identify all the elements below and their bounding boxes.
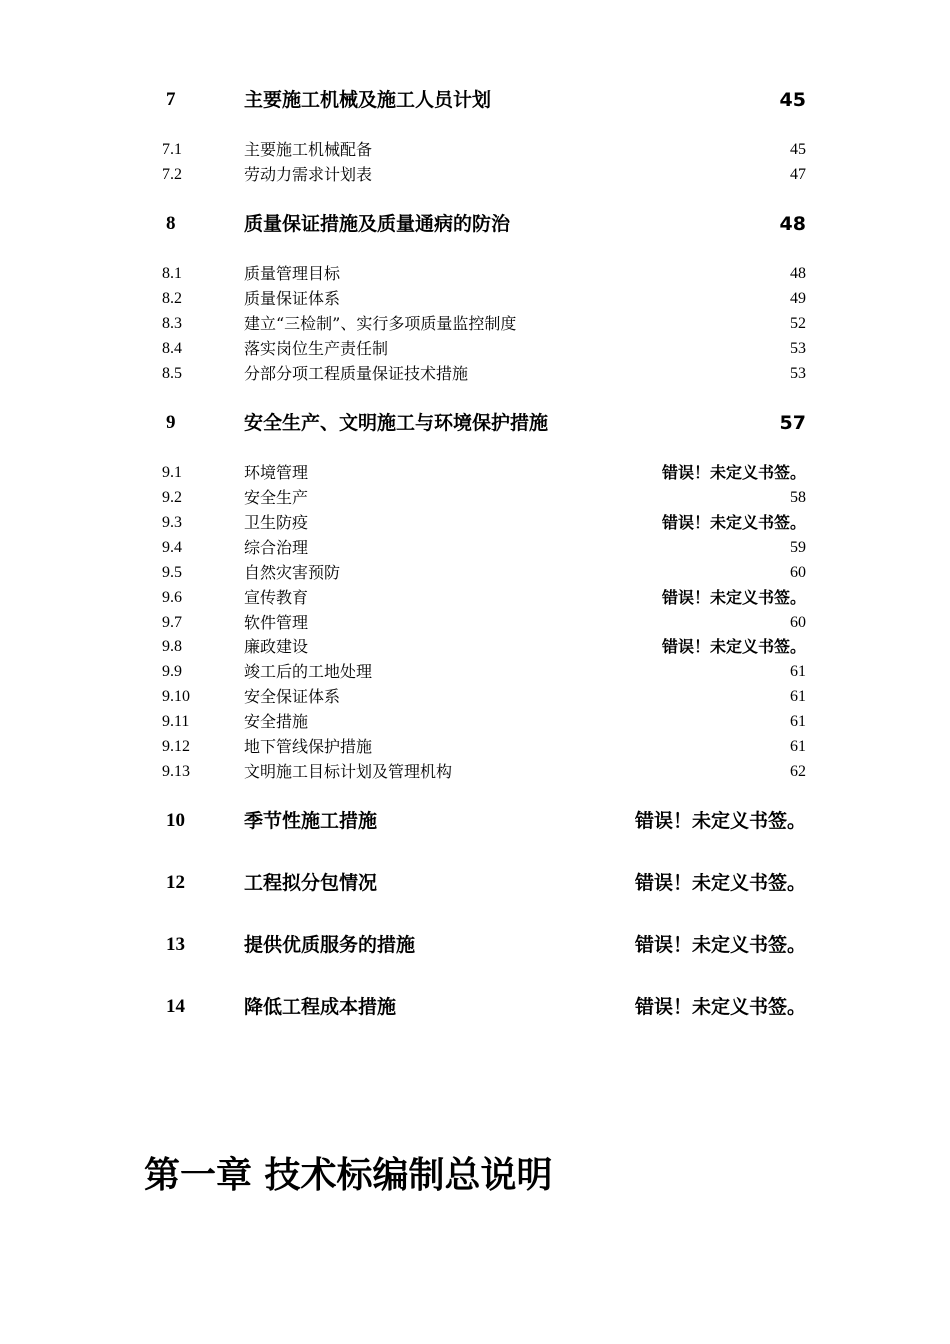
toc-entry-page-number: 62	[790, 763, 806, 780]
toc-entry-number: 9.12	[162, 738, 190, 755]
toc-chapter-entry[interactable]	[0, 932, 950, 958]
toc-entry-title: 质量管理目标	[244, 264, 341, 283]
toc-entry-bookmark-error: 错误！未定义书签。	[634, 934, 806, 956]
toc-entry-title: 安全生产、文明施工与环境保护措施	[244, 412, 549, 434]
toc-section-entry[interactable]	[0, 634, 950, 660]
toc-section-entry[interactable]	[0, 361, 950, 387]
toc-section-entry[interactable]	[0, 759, 950, 785]
toc-entry-number: 8.3	[162, 315, 182, 332]
toc-entry-number: 9	[166, 412, 176, 433]
toc-entry-number: 9.5	[162, 564, 182, 581]
toc-entry-page-number: 60	[790, 614, 806, 631]
toc-chapter-entry[interactable]	[0, 808, 950, 834]
toc-entry-bookmark-error: 错误！未定义书签。	[634, 810, 806, 832]
toc-entry-title: 主要施工机械及施工人员计划	[244, 89, 492, 111]
toc-section-entry[interactable]	[0, 336, 950, 362]
toc-entry-number: 9.9	[162, 663, 182, 680]
toc-entry-title: 地下管线保护措施	[244, 737, 373, 756]
toc-entry-page-number: 58	[790, 489, 806, 506]
toc-entry-number: 9.6	[162, 589, 182, 606]
toc-entry-title: 劳动力需求计划表	[244, 165, 373, 184]
toc-chapter-entry[interactable]	[0, 870, 950, 896]
toc-entry-page-number: 53	[790, 365, 806, 382]
toc-chapter-entry[interactable]	[0, 994, 950, 1020]
toc-entry-title: 提供优质服务的措施	[244, 934, 416, 956]
toc-section-entry[interactable]	[0, 684, 950, 710]
toc-entry-title: 环境管理	[244, 463, 309, 482]
toc-section-entry[interactable]	[0, 560, 950, 586]
toc-entry-number: 14	[166, 996, 185, 1017]
toc-entry-title: 落实岗位生产责任制	[244, 339, 389, 358]
toc-chapter-entry[interactable]	[0, 410, 950, 436]
toc-entry-page-number: 60	[790, 564, 806, 581]
toc-section-entry[interactable]	[0, 585, 950, 611]
toc-entry-bookmark-error: 错误！未定义书签。	[661, 637, 806, 656]
toc-entry-page-number: 47	[790, 166, 806, 183]
toc-entry-bookmark-error: 错误！未定义书签。	[661, 588, 806, 607]
toc-entry-title: 自然灾害预防	[244, 563, 341, 582]
toc-entry-page-number: 48	[779, 213, 806, 235]
toc-entry-number: 12	[166, 872, 185, 893]
toc-section-entry[interactable]	[0, 610, 950, 636]
toc-section-entry[interactable]	[0, 510, 950, 536]
toc-entry-number: 8.5	[162, 365, 182, 382]
toc-section-entry[interactable]	[0, 162, 950, 188]
toc-chapter-entry[interactable]	[0, 211, 950, 237]
toc-entry-page-number: 57	[779, 412, 806, 434]
toc-entry-page-number: 61	[790, 713, 806, 730]
toc-entry-title: 季节性施工措施	[244, 810, 378, 832]
toc-section-entry[interactable]	[0, 659, 950, 685]
toc-entry-page-number: 61	[790, 738, 806, 755]
toc-section-entry[interactable]	[0, 137, 950, 163]
toc-entry-title: 软件管理	[244, 613, 309, 632]
toc-entry-title: 卫生防疫	[244, 513, 309, 532]
toc-section-entry[interactable]	[0, 286, 950, 312]
toc-entry-page-number: 53	[790, 340, 806, 357]
toc-entry-number: 7.1	[162, 141, 182, 158]
toc-entry-title: 建立“三检制”、实行多项质量监控制度	[244, 314, 517, 333]
toc-entry-number: 7	[166, 89, 176, 110]
toc-entry-number: 9.13	[162, 763, 190, 780]
toc-entry-number: 9.3	[162, 514, 182, 531]
toc-entry-title: 工程拟分包情况	[244, 872, 378, 894]
toc-entry-number: 9.7	[162, 614, 182, 631]
toc-entry-number: 13	[166, 934, 185, 955]
toc-entry-number: 9.4	[162, 539, 182, 556]
toc-entry-page-number: 61	[790, 688, 806, 705]
toc-entry-page-number: 49	[790, 290, 806, 307]
toc-entry-number: 9.10	[162, 688, 190, 705]
toc-entry-title: 质量保证措施及质量通病的防治	[244, 213, 511, 235]
toc-entry-bookmark-error: 错误！未定义书签。	[661, 463, 806, 482]
toc-entry-title: 竣工后的工地处理	[244, 662, 373, 681]
toc-entry-title: 宣传教育	[244, 588, 309, 607]
toc-entry-number: 9.8	[162, 638, 182, 655]
toc-entry-page-number: 59	[790, 539, 806, 556]
toc-entry-bookmark-error: 错误！未定义书签。	[661, 513, 806, 532]
toc-entry-title: 质量保证体系	[244, 289, 341, 308]
toc-section-entry[interactable]	[0, 460, 950, 486]
toc-entry-title: 主要施工机械配备	[244, 140, 373, 159]
toc-section-entry[interactable]	[0, 709, 950, 735]
toc-entry-page-number: 52	[790, 315, 806, 332]
toc-entry-number: 10	[166, 810, 185, 831]
toc-entry-title: 综合治理	[244, 538, 309, 557]
toc-entry-page-number: 45	[779, 89, 806, 111]
toc-entry-number: 9.11	[162, 713, 190, 730]
toc-section-entry[interactable]	[0, 734, 950, 760]
toc-entry-page-number: 48	[790, 265, 806, 282]
toc-entry-page-number: 45	[790, 141, 806, 158]
toc-section-entry[interactable]	[0, 311, 950, 337]
toc-section-entry[interactable]	[0, 485, 950, 511]
toc-section-entry[interactable]	[0, 261, 950, 287]
toc-entry-bookmark-error: 错误！未定义书签。	[634, 872, 806, 894]
toc-entry-number: 8.2	[162, 290, 182, 307]
toc-entry-page-number: 61	[790, 663, 806, 680]
toc-entry-number: 8.4	[162, 340, 182, 357]
toc-entry-title: 分部分项工程质量保证技术措施	[244, 364, 469, 383]
toc-entry-number: 9.2	[162, 489, 182, 506]
toc-chapter-entry[interactable]	[0, 87, 950, 113]
chapter-heading: 第一章 技术标编制总说明	[144, 1155, 553, 1196]
toc-section-entry[interactable]	[0, 535, 950, 561]
toc-entry-title: 文明施工目标计划及管理机构	[244, 762, 453, 781]
toc-entry-title: 安全措施	[244, 712, 309, 731]
toc-entry-title: 降低工程成本措施	[244, 996, 397, 1018]
toc-entry-bookmark-error: 错误！未定义书签。	[634, 996, 806, 1018]
toc-entry-title: 安全生产	[244, 488, 309, 507]
toc-entry-number: 9.1	[162, 464, 182, 481]
toc-entry-number: 7.2	[162, 166, 182, 183]
toc-entry-number: 8	[166, 213, 176, 234]
toc-entry-title: 安全保证体系	[244, 687, 341, 706]
toc-entry-title: 廉政建设	[244, 637, 309, 656]
toc-entry-number: 8.1	[162, 265, 182, 282]
